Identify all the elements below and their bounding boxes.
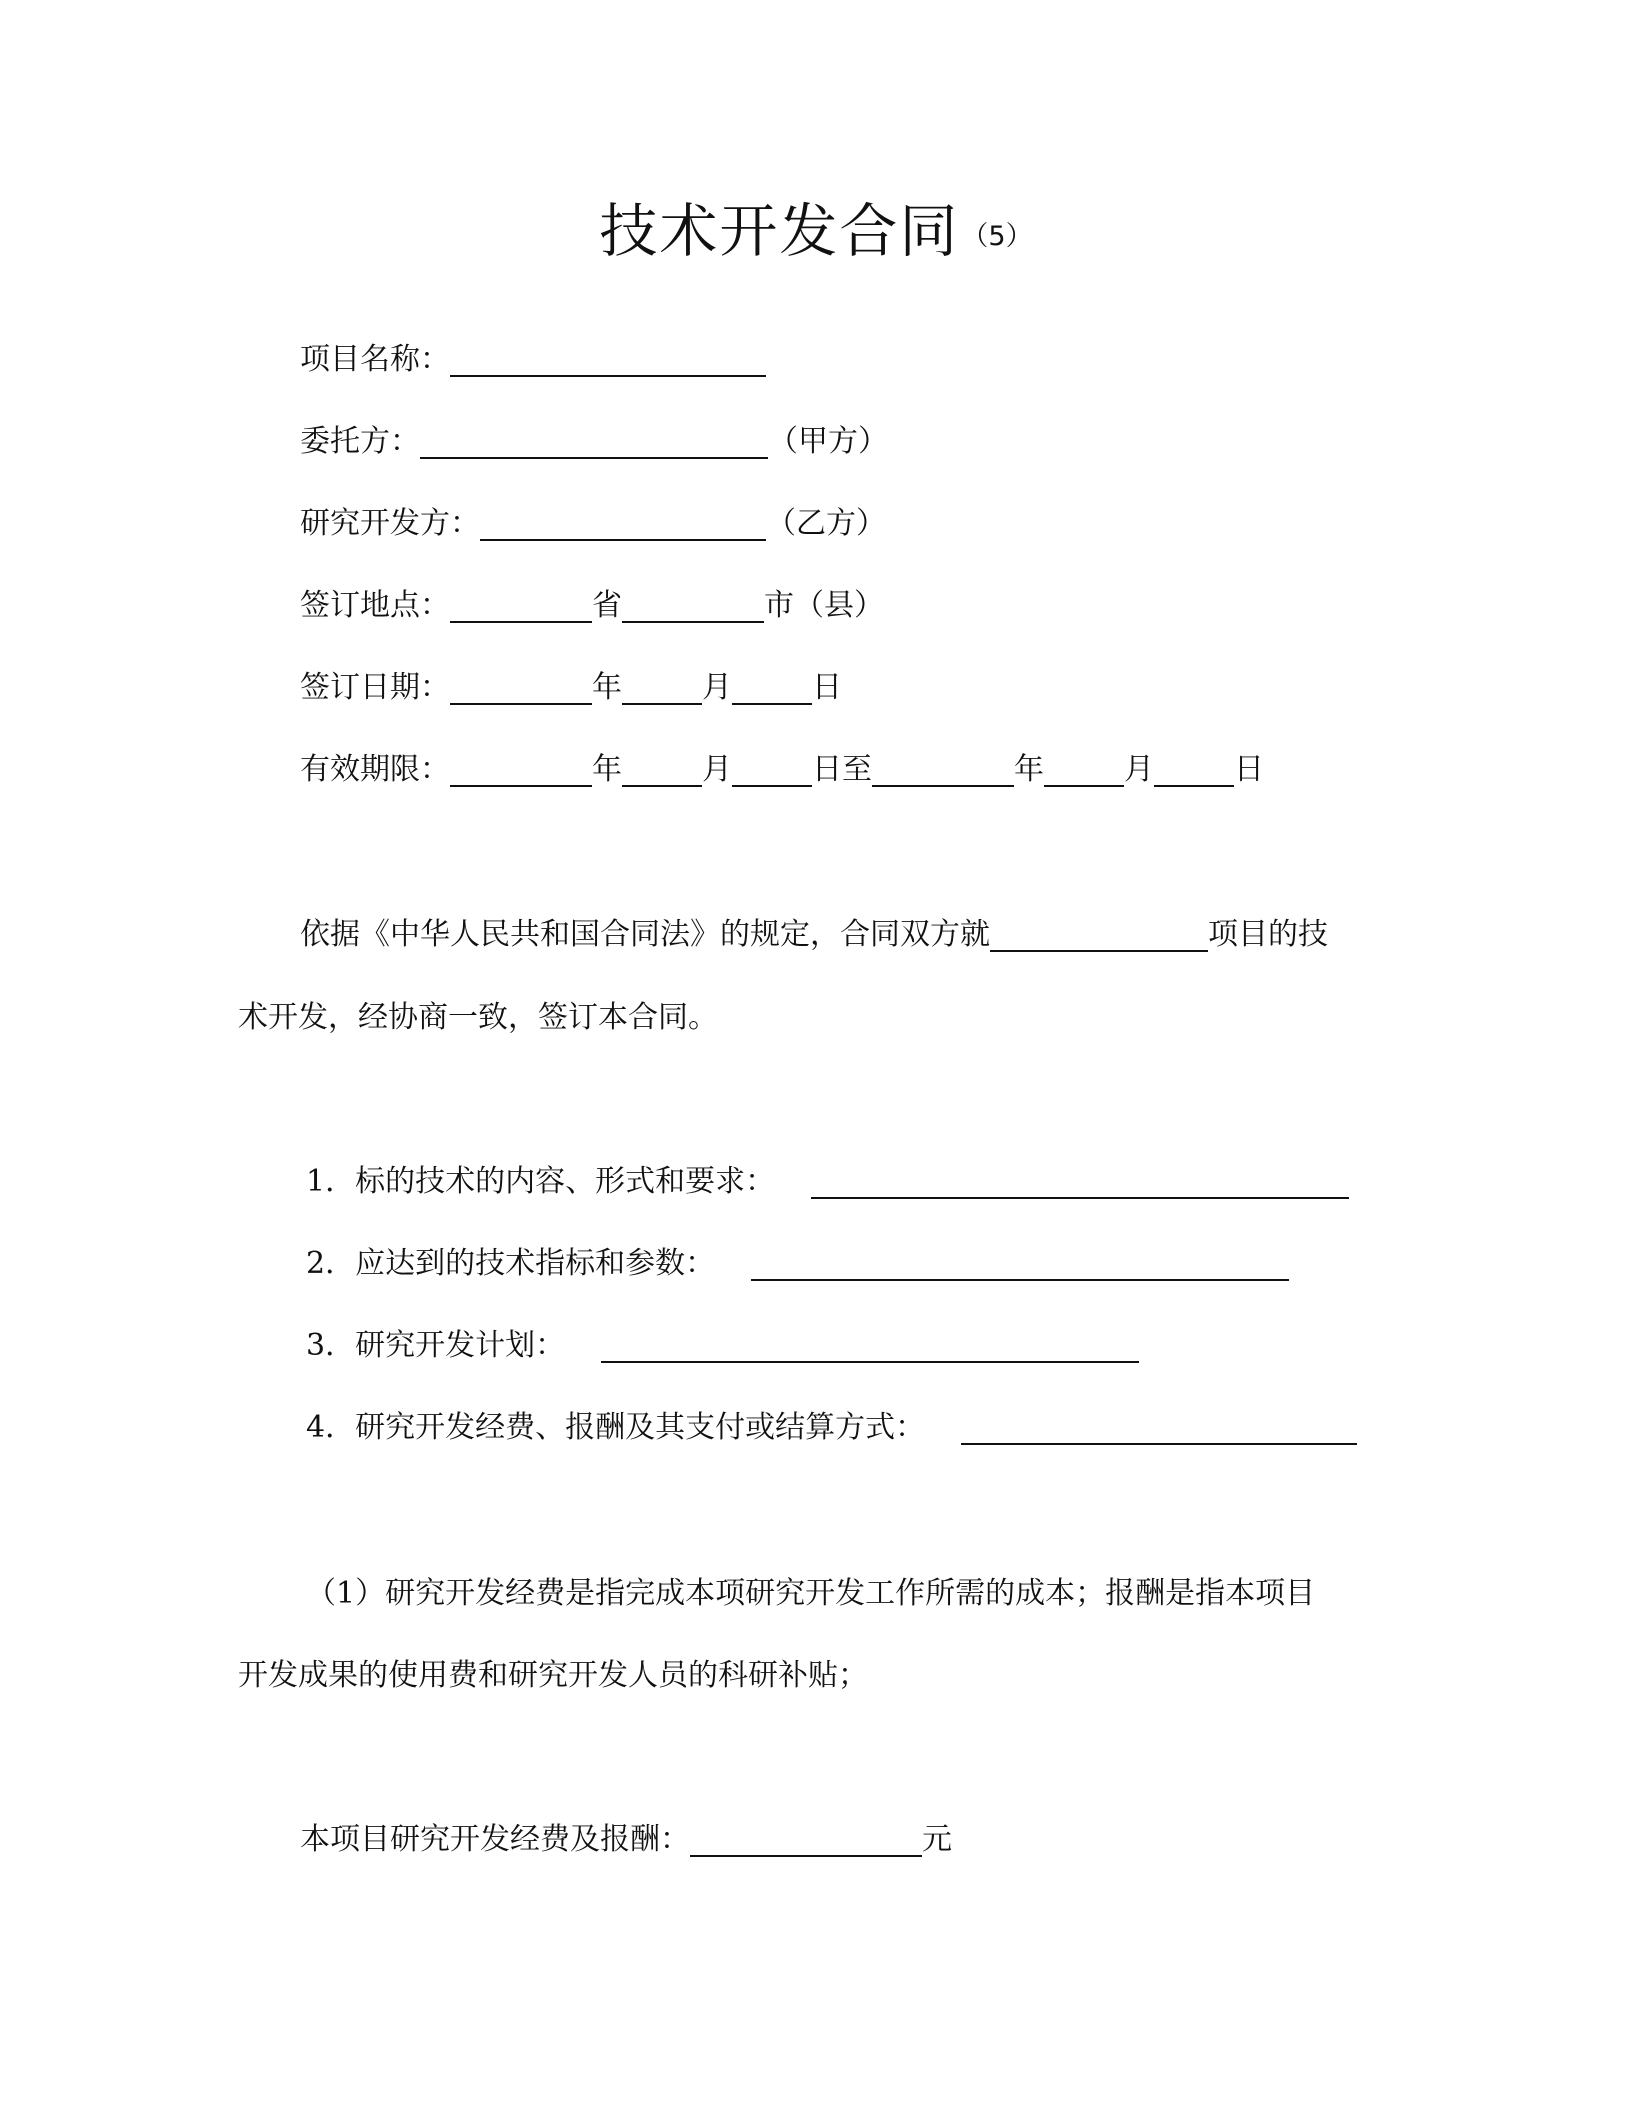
developer-party-label: （乙方） <box>766 506 886 541</box>
sign-day-blank[interactable] <box>732 671 812 705</box>
item-number: 4． <box>306 1410 356 1445</box>
city-label: 市（县） <box>764 588 884 623</box>
sign-month-blank[interactable] <box>622 671 702 705</box>
item-1-blank[interactable] <box>811 1165 1349 1199</box>
year-label: 年 <box>592 670 622 705</box>
item-number: 3． <box>306 1328 356 1363</box>
intro-line-2 <box>238 998 718 1038</box>
developer-blank[interactable] <box>480 507 766 541</box>
intro-project-blank[interactable] <box>990 918 1208 952</box>
item-1 <box>306 1162 1349 1202</box>
month-label: 月 <box>702 670 732 705</box>
city-blank[interactable] <box>622 589 764 623</box>
month-label: 月 <box>1124 752 1154 787</box>
item-text: 应达到的技术指标和参数： <box>355 1246 716 1281</box>
province-blank[interactable] <box>450 589 592 623</box>
intro-text-c: 术开发，经协商一致，签订本合同。 <box>238 1000 718 1035</box>
year-label: 年 <box>1014 752 1044 787</box>
validity-label: 有效期限： <box>300 752 450 787</box>
sign-place-row <box>300 586 884 626</box>
intro-text-a: 依据《中华人民共和国合同法》的规定，合同双方就 <box>300 917 990 952</box>
end-month-blank[interactable] <box>1044 753 1124 787</box>
fee-row <box>300 1820 952 1860</box>
clause-1-text-b: 开发成果的使用费和研究开发人员的科研补贴； <box>238 1658 868 1693</box>
day-label: 日 <box>1234 752 1264 787</box>
item-number: 1． <box>306 1164 356 1199</box>
start-month-blank[interactable] <box>622 753 702 787</box>
day-label: 日 <box>812 670 842 705</box>
end-year-blank[interactable] <box>872 753 1014 787</box>
item-4 <box>306 1408 1357 1448</box>
clause-1-text-a: （1）研究开发经费是指完成本项研究开发工作所需的成本；报酬是指本项目 <box>306 1576 1316 1611</box>
item-text: 研究开发计划： <box>355 1328 566 1363</box>
year-label: 年 <box>592 752 622 787</box>
client-row <box>300 422 888 462</box>
sign-date-row <box>300 668 842 708</box>
start-year-blank[interactable] <box>450 753 592 787</box>
developer-row <box>300 504 886 544</box>
clause-1-line-1 <box>306 1574 1315 1614</box>
validity-row <box>300 750 1264 790</box>
item-2-blank[interactable] <box>751 1247 1289 1281</box>
project-name-label: 项目名称： <box>300 342 450 377</box>
end-day-blank[interactable] <box>1154 753 1234 787</box>
item-4-blank[interactable] <box>961 1411 1357 1445</box>
title-suffix: （5） <box>961 221 1033 252</box>
sign-place-label: 签订地点： <box>300 588 450 623</box>
client-party-label: （甲方） <box>768 424 888 459</box>
item-3 <box>306 1326 1139 1366</box>
fee-unit: 元 <box>922 1822 952 1857</box>
intro-text-b: 项目的技 <box>1208 917 1328 952</box>
project-name-blank[interactable] <box>450 343 766 377</box>
item-number: 2． <box>306 1246 356 1281</box>
clause-1-line-2 <box>238 1656 868 1696</box>
sign-year-blank[interactable] <box>450 671 592 705</box>
document-title <box>0 196 1632 272</box>
item-3-blank[interactable] <box>601 1329 1139 1363</box>
client-blank[interactable] <box>420 425 768 459</box>
item-2 <box>306 1244 1289 1284</box>
project-name-row <box>300 340 766 380</box>
province-label: 省 <box>592 588 622 623</box>
item-text: 研究开发经费、报酬及其支付或结算方式： <box>355 1410 926 1445</box>
start-day-blank[interactable] <box>732 753 812 787</box>
fee-amount-blank[interactable] <box>690 1823 922 1857</box>
item-text: 标的技术的内容、形式和要求： <box>355 1164 776 1199</box>
title-text: 技术开发合同 <box>599 197 960 265</box>
fee-label: 本项目研究开发经费及报酬： <box>300 1822 690 1857</box>
intro-line-1 <box>300 915 1328 955</box>
developer-label: 研究开发方： <box>300 506 480 541</box>
sign-date-label: 签订日期： <box>300 670 450 705</box>
client-label: 委托方： <box>300 424 420 459</box>
day-to-label: 日至 <box>812 752 872 787</box>
month-label: 月 <box>702 752 732 787</box>
